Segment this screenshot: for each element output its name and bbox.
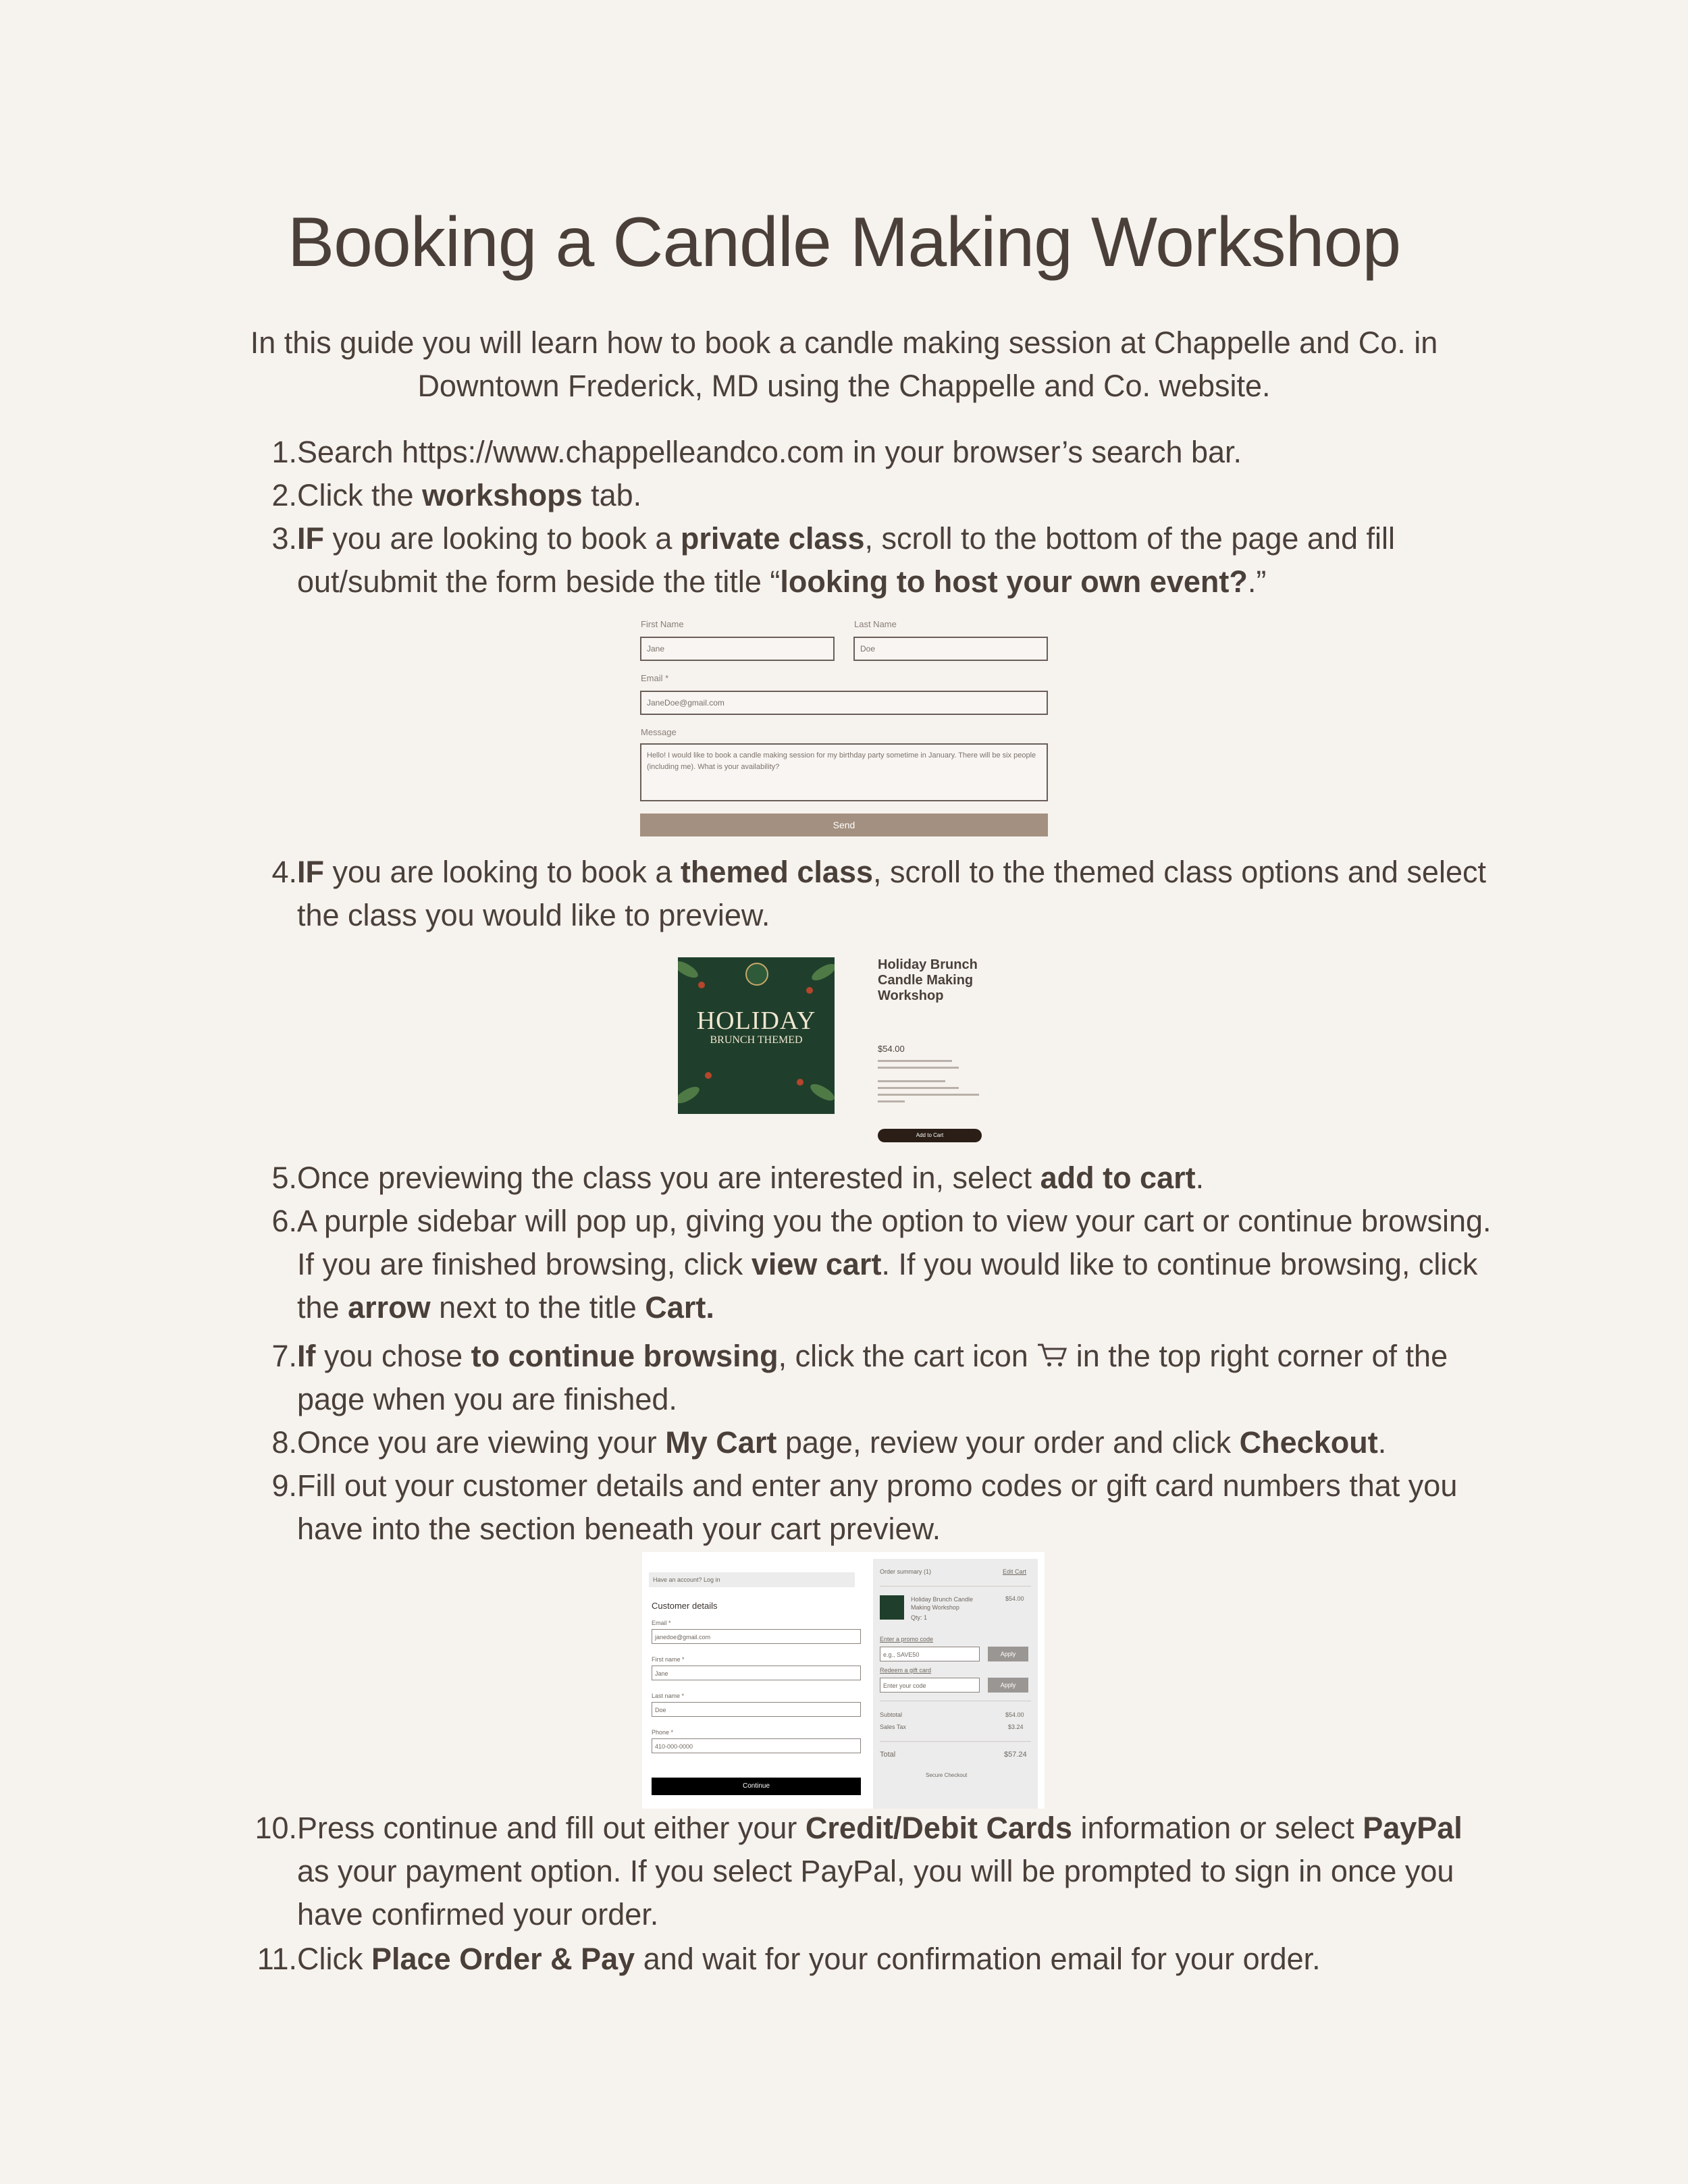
step-bold: arrow bbox=[348, 1290, 431, 1325]
step-text: Click bbox=[297, 1942, 371, 1976]
step-text: information or select bbox=[1072, 1811, 1363, 1845]
subtotal-label: Subtotal bbox=[880, 1711, 903, 1718]
login-prompt[interactable]: Have an account? Log in bbox=[649, 1572, 855, 1587]
detail-line bbox=[878, 1094, 979, 1096]
edit-cart-link[interactable]: Edit Cart bbox=[1003, 1568, 1027, 1575]
step-bold: My Cart bbox=[665, 1425, 777, 1460]
email-input[interactable]: janedoe@gmail.com bbox=[652, 1629, 861, 1644]
email-label: Email * bbox=[652, 1620, 671, 1626]
divider bbox=[880, 1741, 1031, 1742]
continue-button[interactable]: Continue bbox=[652, 1778, 861, 1795]
berry-decoration bbox=[797, 1079, 803, 1086]
leaf-decoration bbox=[678, 958, 700, 981]
tax-value: $3.24 bbox=[1008, 1724, 1024, 1730]
first-name-field[interactable]: Jane bbox=[640, 637, 835, 661]
themed-class-screenshot bbox=[678, 957, 988, 1146]
step-bold: themed class bbox=[680, 855, 873, 889]
step-text: Search https://www.chappelleandco.com in your browser’s search bar. bbox=[297, 435, 1242, 469]
step-text: , click the cart icon bbox=[778, 1339, 1037, 1373]
step-bold: to continue browsing bbox=[471, 1339, 779, 1373]
step-text: , scroll to the themed class options and select the class you would like to preview. bbox=[297, 855, 1486, 932]
subtotal-value: $54.00 bbox=[1005, 1711, 1024, 1718]
leaf-decoration bbox=[808, 1081, 835, 1104]
step-bold: workshops bbox=[422, 478, 583, 512]
total-value: $57.24 bbox=[1004, 1751, 1027, 1759]
detail-line bbox=[878, 1067, 959, 1069]
step-number: 7. bbox=[271, 1339, 297, 1373]
apply-promo-button[interactable]: Apply bbox=[988, 1647, 1028, 1661]
berry-decoration bbox=[705, 1072, 712, 1079]
berry-decoration bbox=[698, 982, 705, 988]
total-label: Total bbox=[880, 1751, 896, 1759]
step-bold: looking to host your own event? bbox=[780, 564, 1248, 599]
step-text: tab. bbox=[582, 478, 642, 512]
cart-icon bbox=[1036, 1342, 1067, 1369]
phone-label: Phone * bbox=[652, 1729, 674, 1736]
step-text: page, review your order and click bbox=[776, 1425, 1240, 1460]
phone-input[interactable]: 410-000-0000 bbox=[652, 1738, 861, 1753]
last-name-label: Last name * bbox=[652, 1693, 685, 1699]
first-name-input[interactable]: Jane bbox=[652, 1666, 861, 1680]
step-text: A purple sidebar will pop up, giving you the option to view your cart or continue browsing. If you are finished browsing, click bbox=[297, 1204, 1492, 1281]
page-title: Booking a Candle Making Workshop bbox=[287, 203, 1401, 282]
email-field[interactable]: JaneDoe@gmail.com bbox=[640, 691, 1048, 715]
message-label: Message bbox=[641, 727, 677, 737]
step-number: 6. bbox=[271, 1204, 297, 1238]
contact-form-screenshot bbox=[638, 618, 1050, 841]
first-name-label: First Name bbox=[641, 619, 684, 629]
step-number: 3. bbox=[271, 521, 297, 556]
step-text: , scroll to the bottom of the page and fill out/submit the form beside the title “ bbox=[297, 521, 1396, 599]
email-label: Email * bbox=[641, 673, 669, 683]
last-name-input[interactable]: Doe bbox=[652, 1702, 861, 1717]
step-bold: IF bbox=[297, 855, 324, 889]
step-number: 10. bbox=[255, 1811, 297, 1845]
secure-checkout-label: Secure Checkout bbox=[926, 1772, 968, 1778]
first-name-label: First name * bbox=[652, 1656, 685, 1663]
step-text: as your payment option. If you select PayPal, you will be prompted to sign in once you have confirmed your order. bbox=[297, 1854, 1454, 1932]
leaf-decoration bbox=[810, 961, 835, 984]
item-qty: Qty: 1 bbox=[911, 1614, 928, 1621]
detail-line bbox=[878, 1087, 959, 1089]
add-to-cart-button[interactable]: Add to Cart bbox=[878, 1129, 982, 1142]
gift-card-link[interactable]: Redeem a gift card bbox=[880, 1667, 932, 1674]
detail-line bbox=[878, 1060, 952, 1062]
product-title: Holiday Brunch Candle Making Workshop bbox=[878, 957, 978, 1003]
step-text: next to the title bbox=[430, 1290, 645, 1325]
step-text: Press continue and fill out either your bbox=[297, 1811, 806, 1845]
step-text: Click the bbox=[297, 478, 423, 512]
gift-card-input[interactable]: Enter your code bbox=[880, 1678, 980, 1693]
intro-paragraph: In this guide you will learn how to book a candle making session at Chappelle and Co. in Downtown Frederick, MD using the Chappelle and Co. website. bbox=[250, 325, 1438, 403]
step-bold: Checkout bbox=[1239, 1425, 1378, 1460]
apply-gift-button[interactable]: Apply bbox=[988, 1678, 1028, 1693]
leaf-decoration bbox=[678, 1084, 702, 1107]
step-number: 2. bbox=[271, 478, 297, 512]
step-bold: Place Order & Pay bbox=[371, 1942, 635, 1976]
promo-code-link[interactable]: Enter a promo code bbox=[880, 1636, 934, 1643]
step-bold: If bbox=[297, 1339, 316, 1373]
divider bbox=[880, 1586, 1031, 1587]
ornament-icon bbox=[745, 963, 768, 986]
berry-decoration bbox=[806, 987, 813, 994]
step-bold: Cart. bbox=[645, 1290, 714, 1325]
item-price: $54.00 bbox=[1005, 1595, 1024, 1602]
step-number: 8. bbox=[271, 1425, 297, 1460]
last-name-label: Last Name bbox=[854, 619, 897, 629]
holiday-poster-image[interactable] bbox=[678, 957, 835, 1114]
step-bold: view cart bbox=[751, 1247, 882, 1281]
step-bold: add to cart bbox=[1040, 1161, 1196, 1195]
step-text: Fill out your customer details and enter any promo codes or gift card numbers that you have into the section beneath your cart preview. bbox=[297, 1468, 1458, 1546]
step-text: . bbox=[1195, 1161, 1205, 1195]
step-text: you chose bbox=[315, 1339, 471, 1373]
step-text: Once previewing the class you are interested in, select bbox=[297, 1161, 1040, 1195]
step-text: . bbox=[1377, 1425, 1387, 1460]
step-number: 9. bbox=[271, 1468, 297, 1503]
item-thumbnail bbox=[880, 1595, 904, 1620]
step-number: 4. bbox=[271, 855, 297, 889]
message-field[interactable]: Hello! I would like to book a candle making session for my birthday party sometime in January. There will be six people (including me). What is your availability? bbox=[640, 743, 1048, 801]
detail-line bbox=[878, 1080, 945, 1082]
step-text: in the top right corner of the page when you are finished. bbox=[297, 1339, 1448, 1416]
step-bold: Credit/Debit Cards bbox=[805, 1811, 1072, 1845]
detail-line bbox=[878, 1100, 905, 1102]
last-name-field[interactable]: Doe bbox=[853, 637, 1048, 661]
poster-title: HOLIDAY bbox=[696, 1007, 816, 1035]
step-bold: IF bbox=[297, 521, 324, 556]
promo-code-input[interactable]: e.g., SAVE50 bbox=[880, 1647, 980, 1661]
step-number: 5. bbox=[271, 1161, 297, 1195]
product-price: $54.00 bbox=[878, 1044, 905, 1054]
step-text: and wait for your confirmation email for your order. bbox=[635, 1942, 1321, 1976]
poster-subtitle: BRUNCH THEMED bbox=[710, 1034, 803, 1046]
tax-label: Sales Tax bbox=[880, 1724, 906, 1730]
step-text: you are looking to book a bbox=[324, 855, 681, 889]
step-bold: private class bbox=[680, 521, 865, 556]
customer-details-panel bbox=[642, 1552, 862, 1809]
step-text: Once you are viewing your bbox=[297, 1425, 666, 1460]
step-number: 1. bbox=[271, 435, 297, 469]
send-button[interactable]: Send bbox=[640, 814, 1048, 836]
checkout-screenshot bbox=[642, 1552, 1045, 1809]
customer-details-heading: Customer details bbox=[652, 1601, 718, 1611]
step-text: . If you would like to continue browsing, click the bbox=[297, 1247, 1478, 1325]
order-summary-panel bbox=[873, 1559, 1038, 1809]
step-text: .” bbox=[1247, 564, 1267, 599]
order-summary-heading: Order summary (1) bbox=[880, 1568, 932, 1575]
step-bold: PayPal bbox=[1363, 1811, 1462, 1845]
step-number: 11. bbox=[257, 1942, 297, 1976]
item-name: Holiday Brunch Candle Making Workshop bbox=[911, 1596, 974, 1611]
step-text: you are looking to book a bbox=[324, 521, 681, 556]
